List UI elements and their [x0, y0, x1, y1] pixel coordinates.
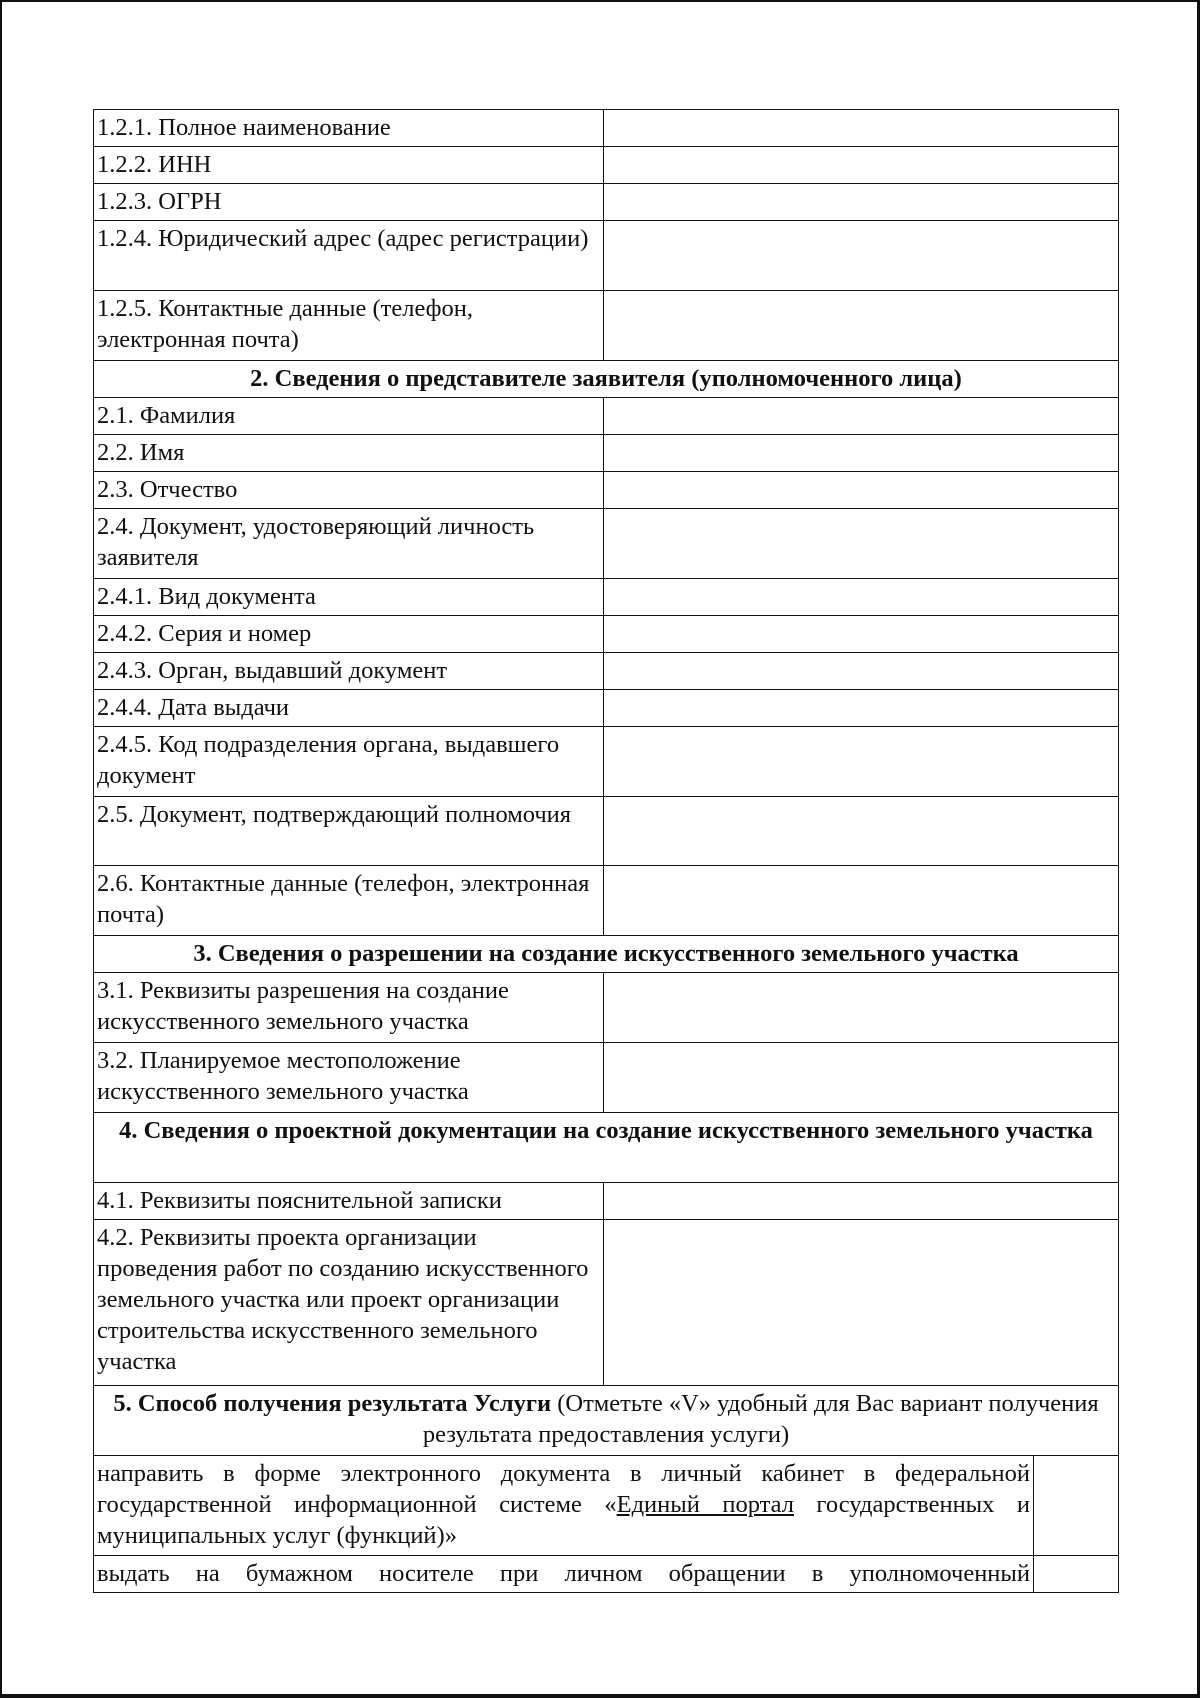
section-5-note: (Отметьте «V» удобный для Вас вариант получения результата предоставления услуги): [422, 1390, 1099, 1448]
field-value-series-number[interactable]: [604, 616, 1119, 653]
field-label-document-type: 2.4.1. Вид документа: [94, 579, 604, 616]
field-label-issue-date: 2.4.4. Дата выдачи: [94, 690, 604, 727]
section-header-row: [94, 361, 1119, 398]
field-label-ogrn: 1.2.3. ОГРН: [94, 184, 604, 221]
table-row: [94, 147, 1119, 184]
field-value-planned-location[interactable]: [604, 1043, 1119, 1113]
table-row: [94, 184, 1119, 221]
field-label-series-number: 2.4.2. Серия и номер: [94, 616, 604, 653]
unified-portal-link: Единый портал: [616, 1491, 794, 1518]
field-value-document-type[interactable]: [604, 579, 1119, 616]
section-4-title: 4. Сведения о проектной документации на создание искусственного земельного участка: [94, 1113, 1119, 1183]
field-value-identity-document[interactable]: [604, 509, 1119, 579]
table-row: [94, 690, 1119, 727]
field-value-issue-date[interactable]: [604, 690, 1119, 727]
field-value-patronymic[interactable]: [604, 472, 1119, 509]
field-label-contacts: 1.2.5. Контактные данные (телефон, электронная почта): [94, 291, 604, 361]
field-value-representative-contacts[interactable]: [604, 866, 1119, 936]
scan-border-bottom: [0, 1694, 1200, 1698]
table-row: [94, 221, 1119, 291]
section-5-title: 5. Способ получения результата Услуги: [113, 1390, 552, 1417]
option-paper-label: выдать на бумажном носителе при личном обращении в уполномоченный: [94, 1556, 1034, 1593]
table-row: [94, 1556, 1119, 1593]
table-row: [94, 1183, 1119, 1220]
field-label-identity-document: 2.4. Документ, удостоверяющий личность заявителя: [94, 509, 604, 579]
field-value-issuing-authority[interactable]: [604, 653, 1119, 690]
table-row: [94, 472, 1119, 509]
table-row: [94, 616, 1119, 653]
table-row: [94, 973, 1119, 1043]
section-3-title: 3. Сведения о разрешении на создание искусственного земельного участка: [94, 936, 1119, 973]
section-header-row: [94, 1386, 1119, 1456]
field-value-ogrn[interactable]: [604, 184, 1119, 221]
field-label-explanatory-note: 4.1. Реквизиты пояснительной записки: [94, 1183, 604, 1220]
field-label-inn: 1.2.2. ИНН: [94, 147, 604, 184]
field-value-inn[interactable]: [604, 147, 1119, 184]
option-electronic-checkbox[interactable]: [1034, 1456, 1119, 1556]
field-value-permit-details[interactable]: [604, 973, 1119, 1043]
field-label-division-code: 2.4.5. Код подразделения органа, выдавшего документ: [94, 727, 604, 797]
table-row: [94, 1220, 1119, 1386]
table-row: [94, 398, 1119, 435]
field-label-full-name: 1.2.1. Полное наименование: [94, 110, 604, 147]
table-row: [94, 579, 1119, 616]
field-label-legal-address: 1.2.4. Юридический адрес (адрес регистрации): [94, 221, 604, 291]
option-electronic-text-after: государственных и муниципальных услуг (функций)»: [97, 1491, 1030, 1549]
table-row: [94, 797, 1119, 866]
option-paper-checkbox[interactable]: [1034, 1556, 1119, 1593]
table-row: [94, 727, 1119, 797]
section-header-row: [94, 1113, 1119, 1183]
table-row: [94, 110, 1119, 147]
field-value-division-code[interactable]: [604, 727, 1119, 797]
field-value-contacts[interactable]: [604, 291, 1119, 361]
option-electronic-label: [94, 1456, 1034, 1556]
table-row: [94, 1456, 1119, 1556]
field-label-representative-contacts: 2.6. Контактные данные (телефон, электронная почта): [94, 866, 604, 936]
field-value-surname[interactable]: [604, 398, 1119, 435]
field-label-name: 2.2. Имя: [94, 435, 604, 472]
field-value-name[interactable]: [604, 435, 1119, 472]
field-value-authority-document[interactable]: [604, 797, 1119, 866]
table-row: [94, 509, 1119, 579]
section-5-header: [94, 1386, 1119, 1456]
section-header-row: [94, 936, 1119, 973]
field-value-project-organization[interactable]: [604, 1220, 1119, 1386]
table-row: [94, 653, 1119, 690]
field-label-patronymic: 2.3. Отчество: [94, 472, 604, 509]
field-label-surname: 2.1. Фамилия: [94, 398, 604, 435]
field-label-authority-document: 2.5. Документ, подтверждающий полномочия: [94, 797, 604, 866]
field-label-project-organization: 4.2. Реквизиты проекта организации проведения работ по созданию искусственного земельного участка или проект организации строительства искусственного земельного участка: [94, 1220, 604, 1386]
field-value-explanatory-note[interactable]: [604, 1183, 1119, 1220]
application-form-table: [93, 109, 1119, 1593]
field-label-issuing-authority: 2.4.3. Орган, выдавший документ: [94, 653, 604, 690]
field-value-full-name[interactable]: [604, 110, 1119, 147]
table-row: [94, 1043, 1119, 1113]
section-2-title: 2. Сведения о представителе заявителя (уполномоченного лица): [94, 361, 1119, 398]
table-row: [94, 435, 1119, 472]
field-value-legal-address[interactable]: [604, 221, 1119, 291]
table-row: [94, 291, 1119, 361]
field-label-permit-details: 3.1. Реквизиты разрешения на создание искусственного земельного участка: [94, 973, 604, 1043]
option-electronic-text-before: направить в форме электронного документа в личный кабинет в федеральной государственной информационной системе «: [97, 1460, 1030, 1518]
scan-border-left: [0, 0, 2, 1698]
scan-border-top: [0, 0, 1200, 2]
field-label-planned-location: 3.2. Планируемое местоположение искусственного земельного участка: [94, 1043, 604, 1113]
table-row: [94, 866, 1119, 936]
